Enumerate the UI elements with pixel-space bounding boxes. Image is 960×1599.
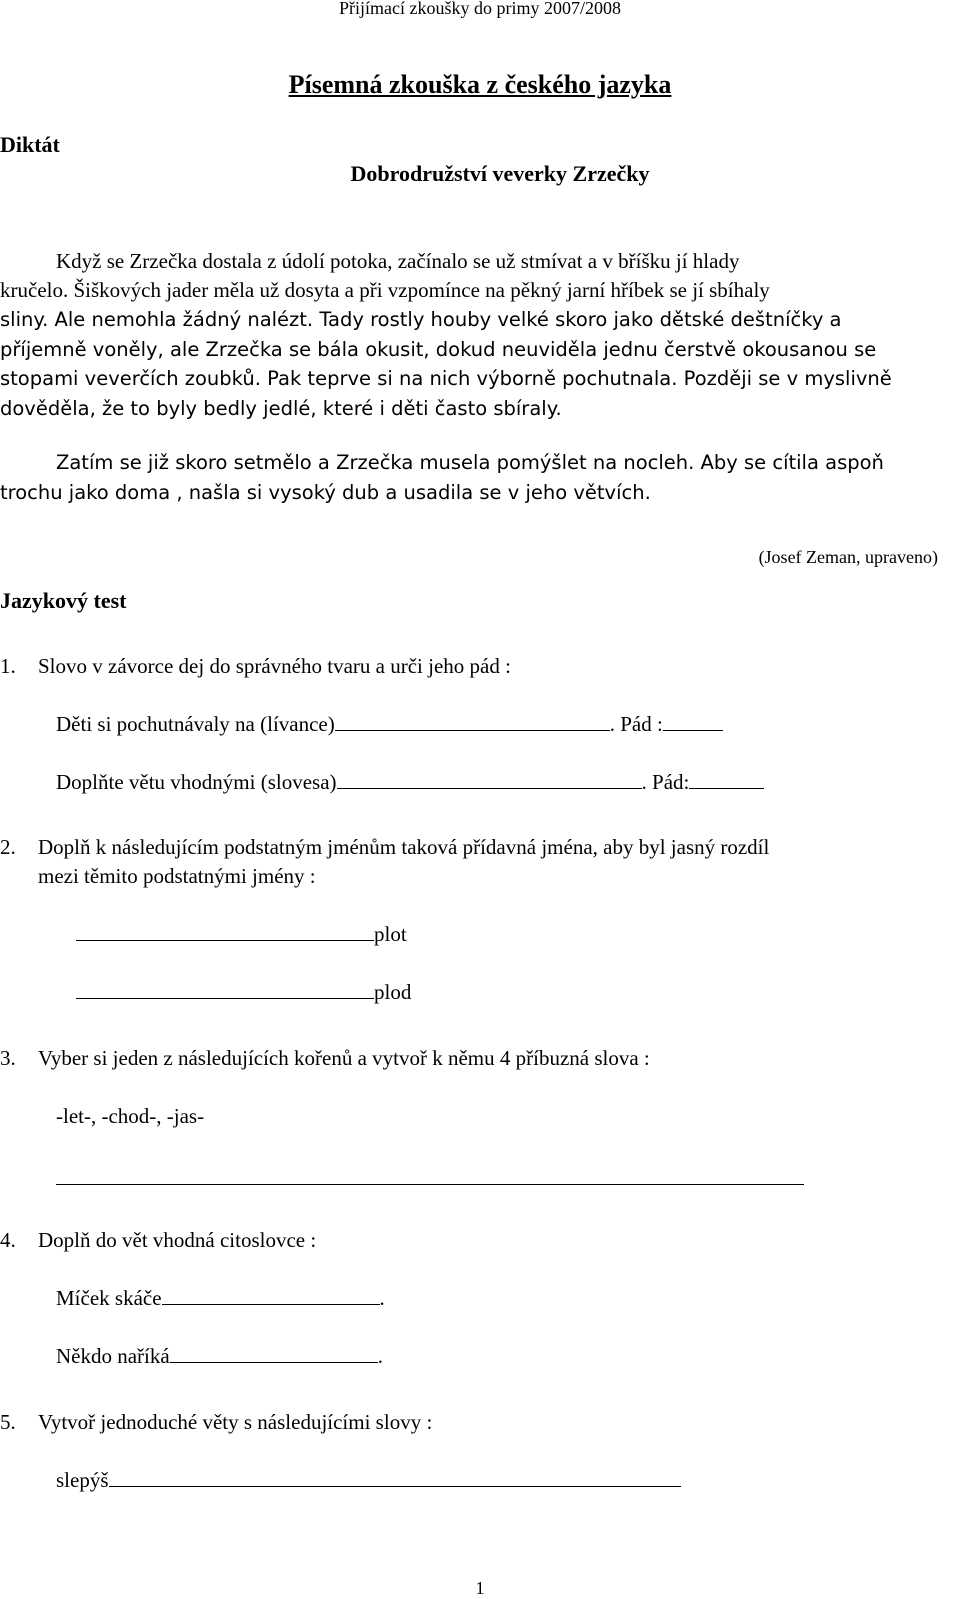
q2-item-plot [76, 922, 407, 947]
q4-s1-dot: . [379, 1286, 385, 1310]
q4-s2-blank[interactable] [170, 1344, 378, 1363]
q5-text: Vytvoř jednoduché věty s následujícími slovy : [38, 1410, 433, 1434]
q2-word-plot: plot [374, 922, 407, 946]
q5-number: 5. [0, 1410, 16, 1434]
para1-line: sliny. Ale nemohla žádný nalézt. Tady rostly houby velké skoro jako dětské deštníčky a [0, 308, 842, 331]
q4-s2-dot: . [377, 1344, 383, 1368]
q2-plod-blank[interactable] [76, 980, 374, 999]
q1-b-case-label: . Pád: [641, 770, 690, 794]
q5-answer-blank[interactable] [109, 1468, 681, 1487]
q2-word-plod: plod [374, 980, 412, 1004]
dictation-paragraph-1-sans [0, 305, 960, 423]
q4-s1-text: Míček skáče [56, 1286, 162, 1310]
q4-sentence-1 [56, 1286, 385, 1311]
dictation-paragraph-1-cont [0, 276, 960, 306]
q1-a-answer-blank[interactable] [335, 712, 610, 731]
para1-line: dověděla, že to byly bedly jedlé, které i děti často sbíraly. [0, 396, 562, 420]
para2-line: Zatím se již skoro setmělo a Zrzečka musela pomýšlet na nocleh. Aby se cítila aspoň [56, 451, 884, 474]
q2-number: 2. [0, 835, 16, 859]
para1-line: kručelo. Šiškových jader měla už dosyta a při vzpomínce na pěkný jarní hříbek se jí sbíhaly [0, 278, 770, 302]
q3-roots: -let-, -chod-, -jas- [56, 1104, 205, 1128]
page-header: Přijímací zkoušky do primy 2007/2008 [339, 0, 621, 18]
q4-s1-blank[interactable] [162, 1286, 380, 1305]
q1-b-answer-blank[interactable] [337, 770, 642, 789]
q1-b-text: Doplňte větu vhodnými (slovesa) [56, 770, 337, 794]
q2-plot-blank[interactable] [76, 922, 374, 941]
author-credit: (Josef Zeman, upraveno) [758, 547, 938, 567]
q2-line1: Doplň k následujícím podstatným jménům taková přídavná jména, aby byl jasný rozdíl [38, 835, 770, 859]
para1-line: příjemně voněly, ale Zrzečka se bála okusit, dokud neuviděla jednu čerstvě okousanou se [0, 337, 877, 361]
q2-item-plod [76, 980, 411, 1005]
q1-a-case-blank[interactable] [663, 712, 723, 731]
q4-number: 4. [0, 1228, 16, 1252]
q5-word: slepýš [56, 1468, 109, 1492]
q1-a-case-label: . Pád : [609, 712, 663, 736]
q3-answer-line[interactable] [56, 1184, 804, 1185]
q2-line2: mezi těmito podstatnými jmény : [38, 864, 316, 888]
dictation-paragraph-1 [56, 247, 960, 277]
page-number: 1 [475, 1578, 485, 1598]
q1-a-text: Děti si pochutnávaly na (lívance) [56, 712, 335, 736]
q1-text: Slovo v závorce dej do správného tvaru a urči jeho pád : [38, 654, 511, 678]
para2-line: trochu jako doma , našla si vysoký dub a usadila se v jeho větvích. [0, 480, 651, 504]
q4-text: Doplň do vět vhodná citoslovce : [38, 1228, 317, 1252]
q4-s2-text: Někdo naříká [56, 1344, 170, 1368]
q4-sentence-2 [56, 1344, 383, 1369]
para1-line: stopami veverčích zoubků. Pak teprve si na nich výborně pochutnala. Později se v myslivně [0, 367, 892, 390]
dictation-heading: Diktát [0, 132, 60, 157]
q3-number: 3. [0, 1046, 16, 1070]
story-title: Dobrodružství veverky Zrzečky [350, 161, 650, 186]
q1-sentence-b [56, 770, 764, 795]
q5-item [56, 1468, 681, 1493]
q1-b-case-blank[interactable] [689, 770, 764, 789]
page-title: Písemná zkouška z českého jazyka [288, 70, 672, 99]
q1-sentence-a [56, 712, 723, 737]
q1-number: 1. [0, 654, 16, 678]
para1-line: Když se Zrzečka dostala z údolí potoka, začínalo se už stmívat a v bříšku jí hlady [56, 249, 740, 273]
test-heading: Jazykový test [0, 588, 127, 613]
dictation-paragraph-2 [0, 448, 960, 507]
q3-text: Vyber si jeden z následujících kořenů a vytvoř k němu 4 příbuzná slova : [38, 1046, 650, 1070]
